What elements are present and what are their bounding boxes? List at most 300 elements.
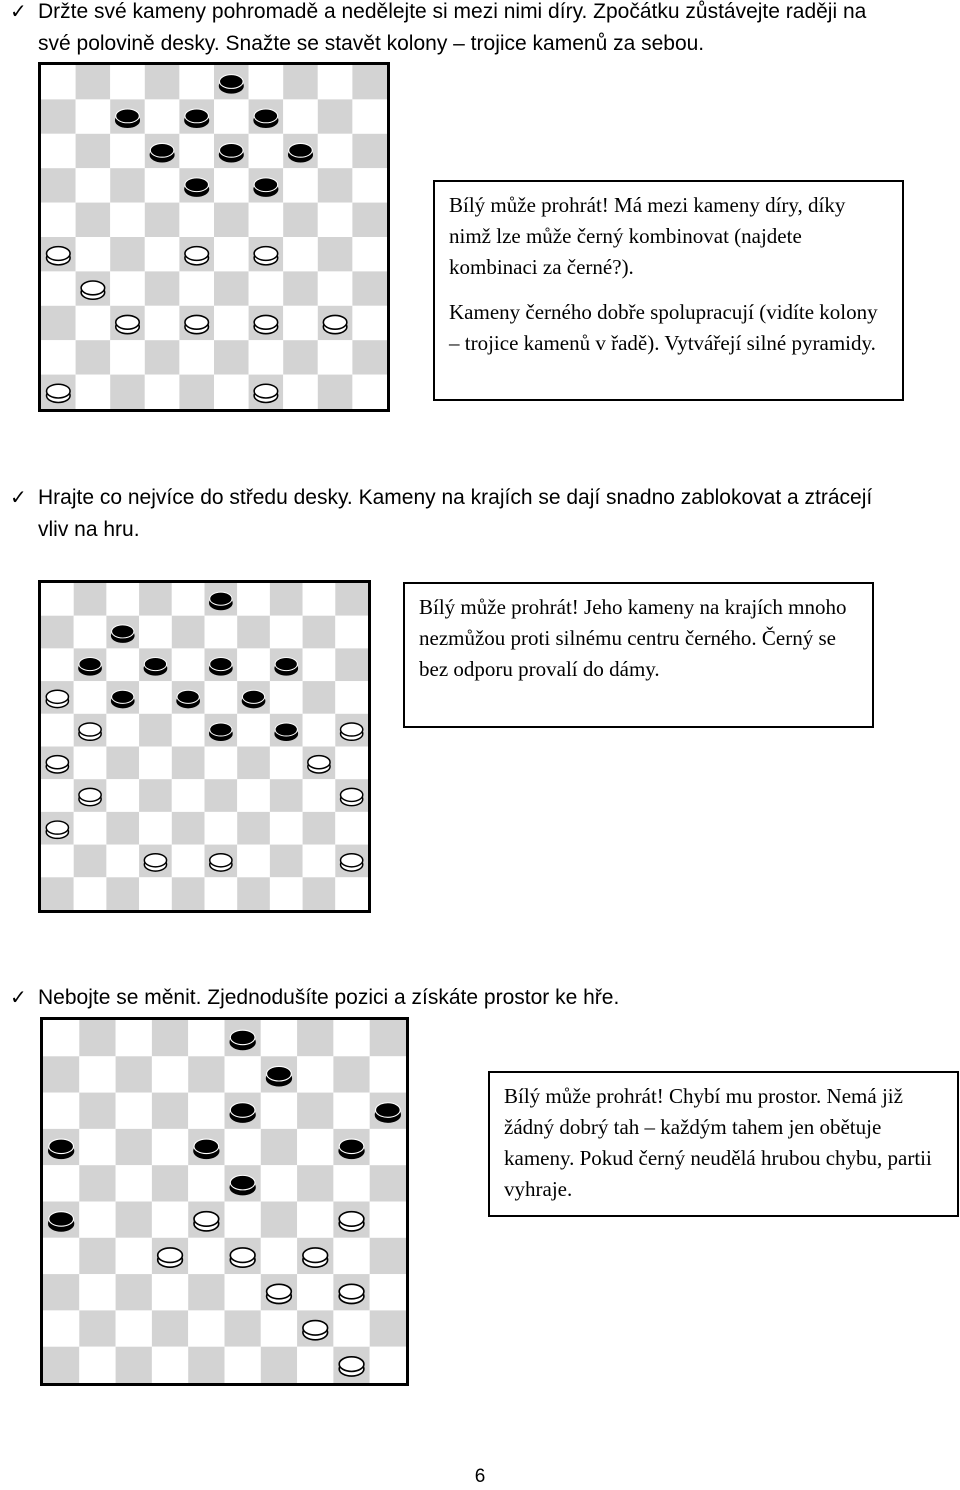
board-square — [110, 134, 145, 168]
black-piece — [230, 1030, 255, 1049]
board-square — [179, 375, 214, 409]
board-square — [179, 134, 214, 168]
board-square — [261, 1129, 297, 1165]
board-square — [370, 1056, 406, 1092]
board-square — [41, 648, 74, 681]
board-square — [74, 583, 107, 616]
board-square — [139, 812, 172, 845]
board-square — [352, 306, 387, 340]
board-square — [172, 747, 205, 780]
board-square — [303, 812, 336, 845]
board-square — [297, 1129, 333, 1165]
board-square — [283, 168, 318, 202]
board-square — [205, 812, 238, 845]
board-square — [297, 1274, 333, 1310]
black-piece — [275, 658, 297, 675]
board-square — [318, 134, 353, 168]
board-square — [188, 1274, 224, 1310]
board-square — [333, 1165, 369, 1201]
black-piece — [112, 625, 134, 642]
board-square — [145, 99, 180, 133]
board-square — [205, 877, 238, 910]
board-square — [261, 1238, 297, 1274]
board-square — [152, 1129, 188, 1165]
white-piece — [158, 1248, 183, 1267]
black-piece — [242, 690, 264, 707]
board-square — [41, 306, 76, 340]
board-square — [188, 1020, 224, 1056]
board-square — [333, 1310, 369, 1346]
board-square — [335, 681, 368, 714]
white-piece — [341, 854, 363, 871]
board-square — [352, 99, 387, 133]
black-piece — [210, 723, 232, 740]
board-square — [172, 812, 205, 845]
board-square — [352, 168, 387, 202]
board-square — [110, 375, 145, 409]
board-square — [318, 65, 353, 99]
board-square — [106, 812, 139, 845]
board-square — [116, 1347, 152, 1383]
board-square — [333, 1056, 369, 1092]
board-square — [152, 1202, 188, 1238]
board-square — [283, 99, 318, 133]
board-square — [145, 168, 180, 202]
board-grid — [43, 1020, 406, 1383]
board-square — [145, 306, 180, 340]
tip-2 — [10, 482, 900, 546]
board-square — [43, 1165, 79, 1201]
board-square — [333, 1020, 369, 1056]
board-square — [172, 648, 205, 681]
board-square — [370, 1274, 406, 1310]
note-1-paragraph-2: Kameny černého dobře spolupracují (vidíte kolony – trojice kamenů v řadě). Vytvářejí silné pyramidy. — [449, 300, 878, 355]
note-3-paragraph-1: Bílý může prohrát! Chybí mu prostor. Nemá již žádný dobrý tah – každým tahem jen obětuje kameny. Pokud černý neudělá hrubou chybu, partii vyhraje. — [504, 1084, 932, 1201]
white-piece — [341, 788, 363, 805]
board-square — [205, 616, 238, 649]
board-square — [43, 1020, 79, 1056]
board-square — [41, 340, 76, 374]
white-piece — [144, 854, 166, 871]
board-square — [303, 648, 336, 681]
board-square — [352, 340, 387, 374]
white-piece — [339, 1284, 364, 1303]
white-piece — [79, 723, 101, 740]
board-square — [139, 616, 172, 649]
board-square — [249, 340, 284, 374]
board-square — [225, 1056, 261, 1092]
board-square — [335, 583, 368, 616]
board-square — [76, 340, 111, 374]
board-square — [188, 1347, 224, 1383]
board-square — [297, 1020, 333, 1056]
board-square — [225, 1274, 261, 1310]
board-square — [74, 681, 107, 714]
board-square — [370, 1310, 406, 1346]
board-square — [237, 583, 270, 616]
black-piece — [289, 143, 313, 161]
board-square — [145, 237, 180, 271]
tip-1-text: Držte své kameny pohromadě a nedělejte si mezi nimi díry. Zpočátku zůstávejte raději na své polovině desky. Snažte se stavět kolony – trojice kamenů za sebou. — [38, 0, 867, 55]
tip-3 — [10, 982, 900, 1014]
board-square — [283, 65, 318, 99]
board-square — [261, 1165, 297, 1201]
board-square — [370, 1165, 406, 1201]
white-piece — [185, 247, 209, 265]
board-square — [214, 99, 249, 133]
board-square — [106, 779, 139, 812]
white-piece — [194, 1212, 219, 1231]
black-piece — [194, 1139, 219, 1158]
white-piece — [47, 247, 71, 265]
board-square — [106, 747, 139, 780]
board-square — [179, 340, 214, 374]
board-square — [205, 747, 238, 780]
board-square — [249, 203, 284, 237]
board-square — [43, 1274, 79, 1310]
board-square — [225, 1347, 261, 1383]
board-square — [261, 1093, 297, 1129]
board-square — [76, 306, 111, 340]
board-square — [352, 134, 387, 168]
checkmark-icon: ✓ — [10, 487, 27, 509]
board-square — [139, 779, 172, 812]
board-square — [214, 340, 249, 374]
board-square — [237, 616, 270, 649]
board-square — [318, 203, 353, 237]
note-box-3 — [488, 1071, 959, 1217]
board-square — [76, 375, 111, 409]
board-square — [283, 271, 318, 305]
board-square — [116, 1274, 152, 1310]
board-square — [237, 845, 270, 878]
black-piece — [49, 1212, 74, 1231]
board-square — [225, 1310, 261, 1346]
board-square — [172, 877, 205, 910]
board-square — [76, 168, 111, 202]
checkmark-icon: ✓ — [10, 987, 27, 1009]
board-square — [270, 812, 303, 845]
board-square — [205, 779, 238, 812]
board-grid — [41, 583, 368, 910]
board-square — [74, 845, 107, 878]
board-square — [74, 877, 107, 910]
board-square — [237, 812, 270, 845]
board-square — [172, 616, 205, 649]
board-square — [335, 877, 368, 910]
board-square — [370, 1347, 406, 1383]
board-square — [270, 779, 303, 812]
board-square — [76, 99, 111, 133]
board-square — [110, 271, 145, 305]
board-square — [172, 845, 205, 878]
board-square — [335, 648, 368, 681]
board-square — [41, 168, 76, 202]
board-square — [116, 1020, 152, 1056]
white-piece — [323, 315, 347, 333]
board-square — [303, 845, 336, 878]
board-square — [41, 877, 74, 910]
board-square — [283, 306, 318, 340]
board-square — [297, 1093, 333, 1129]
white-piece — [254, 247, 278, 265]
board-square — [370, 1238, 406, 1274]
board-square — [79, 1274, 115, 1310]
board-square — [270, 616, 303, 649]
board-square — [110, 168, 145, 202]
board-square — [283, 375, 318, 409]
board-square — [139, 681, 172, 714]
black-piece — [254, 109, 278, 127]
board-square — [214, 237, 249, 271]
board-square — [139, 877, 172, 910]
board-square — [335, 616, 368, 649]
checkers-board-1 — [38, 62, 390, 412]
board-square — [335, 812, 368, 845]
black-piece — [267, 1066, 292, 1085]
board-square — [76, 65, 111, 99]
black-piece — [185, 109, 209, 127]
board-square — [283, 340, 318, 374]
board-square — [106, 583, 139, 616]
white-piece — [267, 1284, 292, 1303]
checkers-board-3 — [40, 1017, 409, 1386]
board-square — [318, 99, 353, 133]
board-square — [237, 714, 270, 747]
board-square — [79, 1238, 115, 1274]
board-square — [79, 1202, 115, 1238]
board-square — [79, 1347, 115, 1383]
black-piece — [275, 723, 297, 740]
board-square — [152, 1274, 188, 1310]
board-square — [145, 340, 180, 374]
board-square — [116, 1202, 152, 1238]
black-piece — [254, 178, 278, 196]
board-square — [145, 271, 180, 305]
board-square — [179, 65, 214, 99]
board-square — [116, 1165, 152, 1201]
board-square — [237, 779, 270, 812]
board-square — [318, 340, 353, 374]
board-square — [76, 203, 111, 237]
board-square — [152, 1020, 188, 1056]
black-piece — [230, 1103, 255, 1122]
white-piece — [308, 756, 330, 773]
board-square — [152, 1165, 188, 1201]
board-square — [41, 271, 76, 305]
board-square — [297, 1347, 333, 1383]
white-piece — [46, 756, 68, 773]
black-piece — [49, 1139, 74, 1158]
board-square — [225, 1129, 261, 1165]
board-square — [79, 1165, 115, 1201]
board-square — [116, 1056, 152, 1092]
black-piece — [210, 592, 232, 609]
board-square — [303, 616, 336, 649]
board-square — [283, 203, 318, 237]
board-square — [79, 1020, 115, 1056]
board-square — [188, 1238, 224, 1274]
board-square — [172, 583, 205, 616]
board-square — [335, 747, 368, 780]
board-square — [249, 271, 284, 305]
board-square — [270, 747, 303, 780]
board-square — [188, 1056, 224, 1092]
board-square — [110, 65, 145, 99]
white-piece — [230, 1248, 255, 1267]
black-piece — [376, 1103, 401, 1122]
black-piece — [339, 1139, 364, 1158]
white-piece — [341, 723, 363, 740]
board-square — [237, 747, 270, 780]
board-square — [333, 1238, 369, 1274]
white-piece — [185, 315, 209, 333]
white-piece — [303, 1248, 328, 1267]
tip-2-text: Hrajte co nejvíce do středu desky. Kameny na krajích se dají snadno zablokovat a ztrácejí vliv na hru. — [38, 486, 873, 541]
board-square — [303, 714, 336, 747]
white-piece — [254, 384, 278, 402]
board-square — [283, 237, 318, 271]
board-square — [237, 648, 270, 681]
black-piece — [185, 178, 209, 196]
board-square — [370, 1202, 406, 1238]
board-square — [152, 1347, 188, 1383]
board-square — [303, 681, 336, 714]
board-square — [79, 1310, 115, 1346]
board-square — [270, 583, 303, 616]
page-number: 6 — [474, 1466, 486, 1487]
board-square — [145, 65, 180, 99]
board-square — [370, 1020, 406, 1056]
white-piece — [339, 1212, 364, 1231]
board-square — [116, 1310, 152, 1346]
board-square — [318, 375, 353, 409]
board-square — [370, 1129, 406, 1165]
board-square — [74, 747, 107, 780]
tip-3-text: Nebojte se měnit. Zjednodušíte pozici a získáte prostor ke hře. — [38, 986, 620, 1009]
board-square — [237, 877, 270, 910]
board-square — [79, 1129, 115, 1165]
board-square — [249, 65, 284, 99]
board-square — [297, 1202, 333, 1238]
board-square — [270, 681, 303, 714]
board-square — [41, 714, 74, 747]
board-square — [352, 237, 387, 271]
board-square — [333, 1093, 369, 1129]
board-square — [318, 237, 353, 271]
board-square — [188, 1165, 224, 1201]
board-square — [152, 1310, 188, 1346]
white-piece — [81, 281, 105, 299]
board-square — [214, 271, 249, 305]
board-square — [41, 99, 76, 133]
board-square — [139, 583, 172, 616]
checkmark-icon: ✓ — [10, 1, 27, 23]
board-square — [139, 714, 172, 747]
board-square — [352, 65, 387, 99]
black-piece — [79, 658, 101, 675]
board-square — [110, 340, 145, 374]
board-square — [41, 779, 74, 812]
board-square — [43, 1347, 79, 1383]
board-square — [43, 1310, 79, 1346]
board-square — [261, 1020, 297, 1056]
black-piece — [177, 690, 199, 707]
board-square — [41, 65, 76, 99]
board-square — [41, 134, 76, 168]
board-square — [303, 877, 336, 910]
board-square — [172, 779, 205, 812]
board-square — [106, 648, 139, 681]
white-piece — [254, 315, 278, 333]
white-piece — [339, 1357, 364, 1376]
black-piece — [150, 143, 174, 161]
black-piece — [112, 690, 134, 707]
board-square — [139, 747, 172, 780]
board-square — [352, 203, 387, 237]
board-square — [303, 583, 336, 616]
board-square — [43, 1056, 79, 1092]
board-square — [214, 375, 249, 409]
board-square — [74, 616, 107, 649]
white-piece — [47, 384, 71, 402]
note-2-paragraph-1: Bílý může prohrát! Jeho kameny na krajích mnoho nezmůžou proti silnému centru černého. Černý se bez odporu provalí do dámy. — [419, 595, 847, 681]
board-square — [79, 1093, 115, 1129]
board-square — [76, 134, 111, 168]
board-square — [79, 1056, 115, 1092]
board-square — [116, 1093, 152, 1129]
white-piece — [46, 821, 68, 838]
checkers-board-2 — [38, 580, 371, 913]
board-square — [172, 714, 205, 747]
white-piece — [303, 1321, 328, 1340]
black-piece — [220, 75, 244, 93]
board-square — [297, 1165, 333, 1201]
board-square — [352, 271, 387, 305]
board-square — [110, 203, 145, 237]
board-square — [74, 812, 107, 845]
board-square — [145, 203, 180, 237]
white-piece — [46, 690, 68, 707]
black-piece — [116, 109, 140, 127]
board-square — [106, 877, 139, 910]
board-square — [261, 1347, 297, 1383]
board-square — [116, 1238, 152, 1274]
board-square — [352, 375, 387, 409]
black-piece — [230, 1175, 255, 1194]
board-square — [41, 203, 76, 237]
board-square — [318, 168, 353, 202]
black-piece — [210, 658, 232, 675]
board-square — [43, 1238, 79, 1274]
board-square — [41, 583, 74, 616]
black-piece — [144, 658, 166, 675]
note-box-2 — [403, 582, 874, 728]
board-square — [188, 1093, 224, 1129]
tip-1 — [10, 0, 900, 60]
board-square — [214, 203, 249, 237]
board-square — [205, 681, 238, 714]
board-square — [261, 1310, 297, 1346]
board-grid — [41, 65, 387, 409]
board-square — [76, 237, 111, 271]
note-1-paragraph-1: Bílý může prohrát! Má mezi kameny díry, díky nimž lze může černý kombinovat (najdete kombinaci za černé?). — [449, 193, 846, 279]
board-square — [270, 845, 303, 878]
board-square — [179, 203, 214, 237]
board-square — [179, 271, 214, 305]
note-box-1 — [433, 180, 904, 401]
board-square — [318, 271, 353, 305]
